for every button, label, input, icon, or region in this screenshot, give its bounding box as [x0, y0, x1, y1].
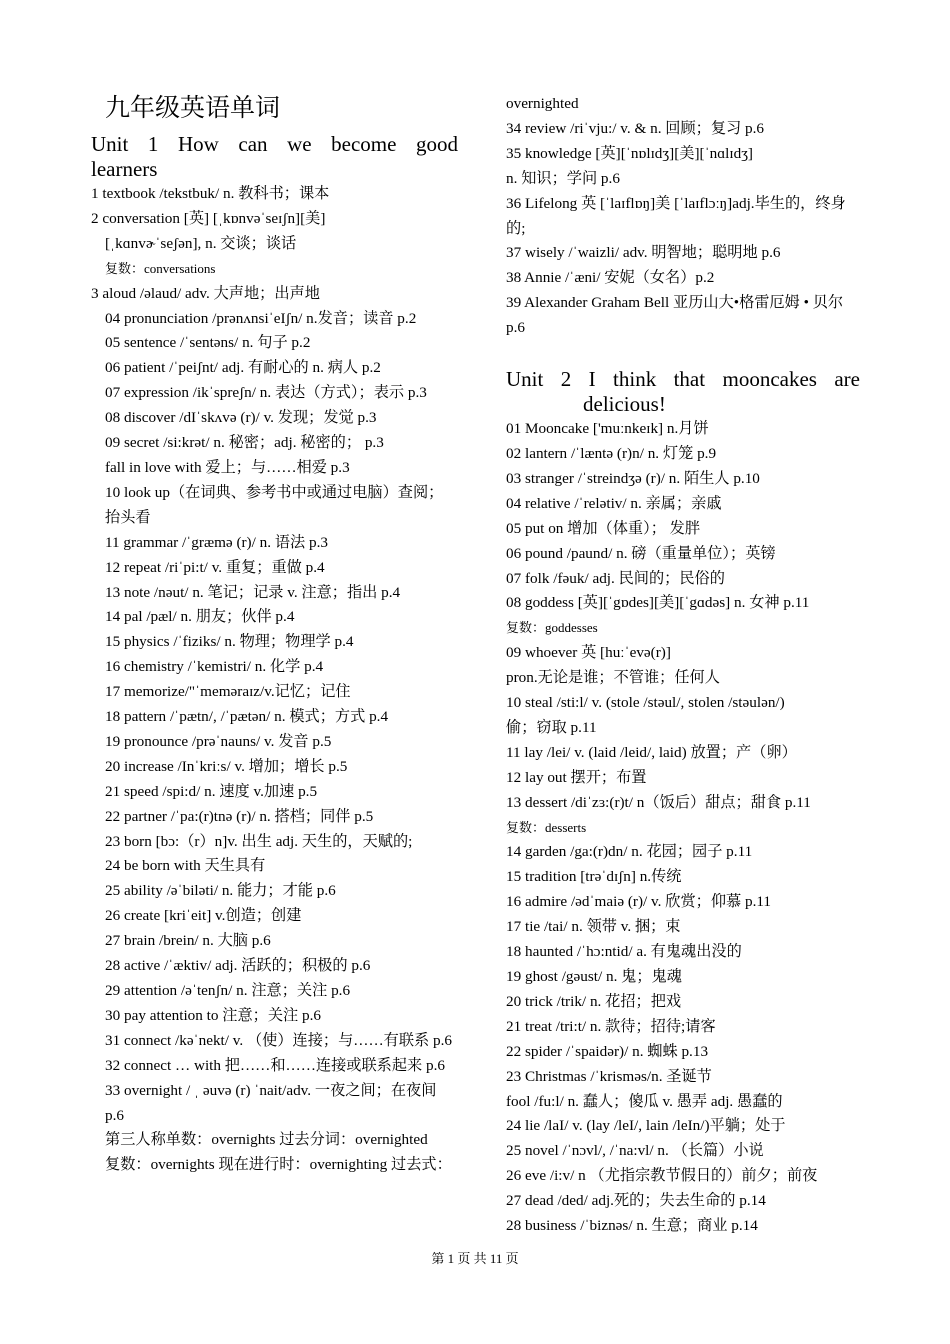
vocab-item: 01 Mooncake ['muːnkeɪk] n.月饼: [506, 420, 709, 438]
unit1-heading-line1: Unit 1 How can we become good: [91, 132, 458, 156]
vocab-item: 14 pal /pæl/ n. 朋友；伙伴 p.4: [105, 608, 295, 626]
vocab-item: 23 Christmas /ˈkrisməs/n. 圣诞节: [506, 1067, 712, 1085]
vocab-item: 32 connect … with 把……和……连接或联系起来 p.6: [105, 1056, 446, 1074]
vocab-item: 1 textbook /tekstbuk/ n. 教科书；课本: [91, 185, 330, 202]
page-footer: 第 1 页 共 11 页: [431, 1251, 519, 1266]
vocab-item: 18 haunted /ˈhɔ:ntid/ a. 有鬼魂出没的: [506, 943, 742, 961]
vocab-note: 复数：desserts: [506, 819, 587, 835]
unit2-heading-line1: Unit 2 I think that mooncakes are: [506, 367, 860, 392]
vocab-item: 25 novel /ˈnɔvl/, /ˈna:vl/ n. （长篇）小说: [506, 1142, 764, 1160]
vocab-item: 03 stranger /ˈstreindʒə (r)/ n. 陌生人 p.10: [506, 469, 760, 487]
vocab-item: 20 trick /trik/ n. 花招；把戏: [506, 992, 682, 1010]
vocab-item: 26 eve /i:v/ n （尤指宗教节假日的）前夕；前夜: [506, 1167, 818, 1185]
vocab-item: 19 pronounce /prəˈnauns/ v. 发音 p.5: [105, 732, 332, 750]
vocab-item: 07 folk /fəuk/ adj. 民间的；民俗的: [506, 569, 725, 587]
unit2-heading-line2: delicious!: [583, 392, 666, 417]
vocab-item: 04 relative /ˈrelətiv/ n. 亲属；亲戚: [506, 494, 722, 512]
vocab-item: 08 goddess [英][ˈgɒdes][美][ˈgɑdəs] n. 女神 p.11: [506, 594, 810, 612]
vocab-item: 20 increase /Inˈkriːs/ v. 增加；增长 p.5: [105, 757, 348, 775]
vocab-item: 06 patient /ˈpeiʃnt/ adj. 有耐心的 n. 病人 p.2: [105, 359, 381, 377]
vocab-item: 26 create [kriˈeit] v.创造；创建: [105, 907, 302, 925]
vocab-item: 21 treat /tri:t/ n. 款待；招待;请客: [506, 1017, 716, 1035]
vocab-item: 2 conversation [英] [ˌkɒnvəˈseɪʃn][美]: [91, 209, 326, 227]
vocab-item: pron.无论是谁；不管谁；任何人: [506, 669, 720, 687]
vocab-note: 复数：goddesses: [506, 620, 598, 636]
vocab-item: 3 aloud /əlaud/ adv. 大声地；出声地: [91, 284, 320, 302]
vocab-item: 05 put on 增加（体重）； 发胖: [506, 519, 701, 537]
vocab-item: 13 note /nəut/ n. 笔记；记录 v. 注意；指出 p.4: [105, 583, 401, 601]
vocab-item: 25 ability /əˈbiləti/ n. 能力；才能 p.6: [105, 882, 336, 900]
vocab-item: fall in love with 爱上；与……相爱 p.3: [105, 458, 350, 476]
vocab-item: [ˌkɑnvɚˈseʃən], n. 交谈；谈话: [105, 234, 297, 252]
vocab-item: 38 Annie /ˈæni/ 安妮（女名）p.2: [506, 269, 715, 287]
vocab-item: 09 secret /si:krət/ n. 秘密；adj. 秘密的； p.3: [105, 434, 384, 452]
vocab-item: 10 steal /sti:l/ v. (stole /stəul/, stolen /stəulən/): [506, 694, 785, 712]
vocab-item: 06 pound /paund/ n. 磅（重量单位）；英镑: [506, 544, 776, 562]
vocab-item: 24 lie /laI/ v. (lay /leI/, lain /leIn/)平躺；处于: [506, 1117, 786, 1135]
vocab-item: 12 repeat /riˈpi:t/ v. 重复；重做 p.4: [105, 558, 325, 576]
vocab-item: 11 grammar /ˈgræmə (r)/ n. 语法 p.3: [105, 533, 328, 551]
vocab-note: 复数：conversations: [105, 260, 216, 276]
vocab-item: 09 whoever 英 [huːˈevə(r)]: [506, 644, 671, 662]
vocab-item: 33 overnight / ˌ əuvə (r) ˈnait/adv. 一夜之间；在夜间 p.6: [105, 1081, 437, 1124]
vocab-item: 16 admire /ədˈmaiə (r)/ v. 欣赏；仰慕 p.11: [506, 893, 772, 911]
vocab-item: 04 pronunciation /prənʌnsiˈeIʃn/ n.发音；读音 p.2: [105, 309, 417, 327]
vocab-item: 23 born [bɔ:（r）n]v. 出生 adj. 天生的，天赋的;: [105, 832, 413, 850]
vocab-item: 18 pattern /ˈpætn/, /ˈpætən/ n. 模式；方式 p.4: [105, 708, 389, 726]
vocab-item: 28 business /ˈbiznəs/ n. 生意；商业 p.14: [506, 1217, 758, 1235]
vocab-item: 15 physics /ˈfiziks/ n. 物理；物理学 p.4: [105, 633, 354, 651]
vocab-item: 16 chemistry /ˈkemistri/ n. 化学 p.4: [105, 658, 324, 676]
vocab-item: 34 review /riˈvju:/ v. & n. 回顾；复习 p.6: [506, 119, 765, 137]
vocab-item: 19 ghost /gəust/ n. 鬼；鬼魂: [506, 968, 682, 985]
unit1-heading-line2: learners: [91, 157, 158, 181]
vocab-item: 35 knowledge [英][ˈnɒlɪdʒ][美][ˈnɑlɪdʒ]: [506, 144, 753, 162]
vocab-note: 复数：overnights 现在进行时：overnighting 过去式：: [105, 1156, 452, 1174]
vocab-item: 13 dessert /diˈzɜ:(r)t/ n（饭后）甜点；甜食 p.11: [506, 793, 811, 811]
vocab-note: 第三人称单数：overnights 过去分词：overnighted: [105, 1131, 428, 1149]
vocab-item: 27 dead /ded/ adj.死的；失去生命的 p.14: [506, 1192, 766, 1210]
vocab-item: 39 Alexander Graham Bell 亚历山大•格雷厄姆 • 贝尔 p.6: [506, 294, 844, 337]
vocab-item: 22 spider /ˈspaidər)/ n. 蜘蛛 p.13: [506, 1042, 709, 1060]
vocab-item: 27 brain /brein/ n. 大脑 p.6: [105, 932, 271, 950]
vocab-item: 12 lay out 摆开；布置: [506, 768, 647, 786]
vocab-item: fool /fu:l/ n. 蠢人；傻瓜 v. 愚弄 adj. 愚蠢的: [506, 1092, 783, 1110]
vocab-item: 24 be born with 天生具有: [105, 857, 266, 875]
vocab-item: 17 memorize/"ˈmeməraɪz/v.记忆；记住: [105, 683, 351, 701]
vocab-item: 07 expression /ikˈspreʃn/ n. 表达（方式）；表示 p.3: [105, 384, 427, 402]
vocab-item: n. 知识；学问 p.6: [506, 169, 620, 187]
vocab-item: 10 look up（在词典、参考书中或通过电脑）查阅；抬头看: [105, 483, 444, 526]
left-column: [91, 92, 458, 1178]
page-title: 九年级英语单词: [105, 95, 281, 122]
vocab-item: 14 garden /ga:(r)dn/ n. 花园；园子 p.11: [506, 843, 753, 861]
vocab-item: 15 tradition [trəˈdɪʃn] n.传统: [506, 868, 682, 886]
vocab-item: 36 Lifelong 英 [ˈlaɪflɒŋ]美 [ˈlaɪflɔːŋ]adj.毕生的，终身的;: [506, 194, 846, 237]
vocab-item: 偷；窃取 p.11: [506, 718, 597, 736]
vocab-item: 17 tie /tai/ n. 领带 v. 捆；束: [506, 918, 681, 936]
vocab-item: 11 lay /lei/ v. (laid /leid/, laid) 放置；产（卵）: [506, 743, 797, 761]
vocab-item: 28 active /ˈæktiv/ adj. 活跃的；积极的 p.6: [105, 957, 371, 975]
vocab-item: 21 speed /spi:d/ n. 速度 v.加速 p.5: [105, 782, 318, 800]
vocab-item: 30 pay attention to 注意；关注 p.6: [105, 1006, 321, 1024]
vocab-item: 22 partner /ˈpa:(r)tnə (r)/ n. 搭档；同伴 p.5: [105, 807, 374, 825]
vocab-item: 31 connect /kəˈnekt/ v. （使）连接；与……有联系 p.6: [105, 1031, 453, 1049]
vocab-item: 37 wisely /ˈwaizli/ adv. 明智地；聪明地 p.6: [506, 244, 781, 262]
vocab-item: 08 discover /dIˈskʌvə (r)/ v. 发现；发觉 p.3: [105, 409, 377, 427]
vocab-item: 29 attention /əˈtenʃn/ n. 注意；关注 p.6: [105, 982, 351, 999]
vocab-item: 02 lantern /ˈlæntə (r)n/ n. 灯笼 p.9: [506, 444, 717, 462]
vocab-item: 05 sentence /ˈsentəns/ n. 句子 p.2: [105, 334, 311, 352]
vocab-note: overnighted: [506, 95, 579, 112]
right-column: [506, 92, 860, 1239]
